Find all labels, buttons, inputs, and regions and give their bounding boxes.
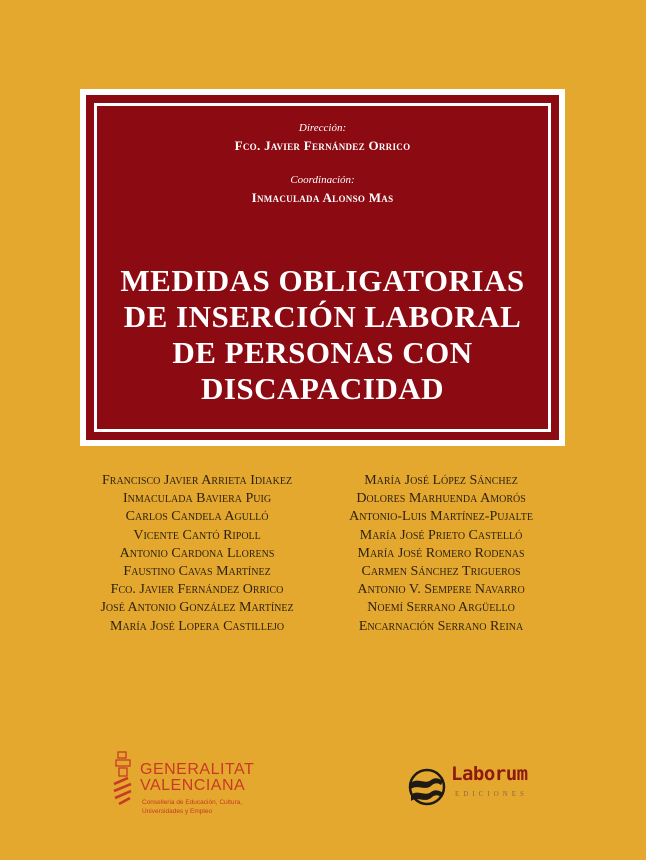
direccion-label: Dirección: (298, 122, 347, 134)
director-name: Fco. Javier Fernández Orrico (234, 138, 411, 153)
author: Noemí Serrano Argüello (367, 600, 515, 616)
author: Faustino Cavas Martínez (123, 564, 271, 580)
authors-list (80, 472, 570, 636)
authors-left-column (80, 472, 314, 636)
author: Fco. Javier Fernández Orrico (110, 582, 284, 598)
title-line: DE INSERCIÓN LABORAL (123, 299, 522, 334)
coat-of-arms-icon (112, 750, 134, 808)
title-panel (80, 89, 565, 446)
author: María José Prieto Castelló (359, 527, 523, 543)
title-line: DISCAPACIDAD (200, 371, 445, 406)
authors-right-column (312, 472, 570, 636)
author: Carlos Candela Agulló (125, 509, 269, 525)
author: José Antonio González Martínez (100, 600, 294, 616)
author: Antonio V. Sempere Navarro (357, 582, 525, 598)
gv-department: Conselleria de Educación, Cultura, Universidades y Empleo (142, 799, 243, 815)
gv-name: GENERALITAT VALENCIANA (140, 761, 255, 794)
publisher-sub: EDICIONES (455, 790, 528, 798)
author: Antonio Cardona Llorens (119, 545, 275, 561)
author: Dolores Marhuenda Amorós (356, 491, 526, 507)
author: María José Lopera Castillejo (110, 618, 285, 634)
laborum-logo (407, 765, 547, 810)
laborum-emblem-icon (407, 765, 447, 807)
author: María José López Sánchez (364, 473, 518, 488)
coordinator-name: Inmaculada Alonso Mas (251, 190, 394, 205)
title-line: DE PERSONAS CON (172, 335, 473, 370)
author: Francisco Javier Arrieta Idiakez (102, 473, 293, 488)
author: Encarnación Serrano Reina (358, 618, 524, 634)
book-title (97, 263, 548, 407)
author: María José Romero Rodenas (357, 545, 525, 561)
author: Inmaculada Baviera Puig (123, 491, 272, 507)
generalitat-logo (112, 750, 272, 820)
author: Carmen Sánchez Trigueros (361, 564, 521, 580)
coordinacion-label: Coordinación: (290, 174, 355, 186)
author: Antonio-Luis Martínez-Pujalte (349, 509, 533, 525)
author: Vicente Cantó Ripoll (133, 527, 261, 543)
title-line: MEDIDAS OBLIGATORIAS (120, 263, 525, 298)
publisher-name: Laborum (451, 763, 528, 785)
